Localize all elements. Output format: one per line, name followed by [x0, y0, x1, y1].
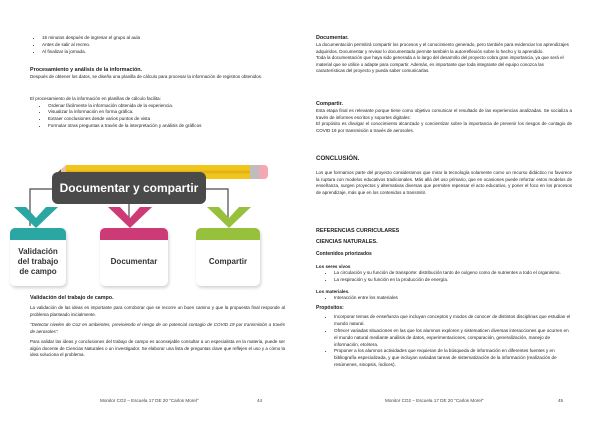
processing-section — [30, 67, 285, 81]
list-item: • Formular otras preguntas a través de la interpretación y análisis de gráficos — [48, 123, 285, 130]
list-item: • Proponer a los alumnos actividades que requieran de la búsqueda de información en diferentes fuentes y en bibliografía especializada, y que incluyan variadas tareas de sistematización de la información (realización de resúmenes, sinopsis, índices). — [334, 348, 572, 368]
paragraph: Toda la documentación que haya sido generada a lo largo del desarrollo del proyecto cobra gran importancia, ya que será el material que se utilice o adapte para compartir. Además, es importante que toda integrante del equipo conozca las características del proyecto y pueda saber comunicarlas. — [316, 55, 564, 73]
card-validation — [10, 228, 66, 286]
validation-section — [30, 295, 285, 359]
card-label: Documentar — [110, 257, 158, 266]
card-header — [10, 228, 66, 240]
footer-text: Monitor CO2 – Escuela 17 DE 20 "Carlos Morel" — [100, 398, 199, 403]
card-share — [196, 228, 260, 286]
paragraph: La documentación permitirá compartir los procesos y el conocimiento generado, pero también para evidenciar los aprendizajes adquiridos. Documentar y revisar lo documentado permite también la autorreflexión sobre lo hecho y lo aprendido. — [316, 42, 569, 54]
subheading: Contenidos priorizados — [316, 251, 372, 257]
paragraph: La validación de las ideas es importante para corroborar que se recorre un buen camino y que la propuesta final responde al problema planteado inicialmente. — [30, 305, 285, 317]
paragraph: El propósito es divulgar el conocimiento alcanzado y concientizar sobre la importancia de prevenir los riesgos de contagio de COVID 19 por transmisión a través de aerosoles. — [316, 121, 572, 133]
pencil-ferrule — [250, 165, 259, 179]
list-item: • Al finalizar la jornada. — [42, 49, 280, 56]
list-item: • La respiración y su función en la producción de energía. — [334, 277, 572, 284]
share-section — [316, 101, 572, 134]
subheading: Los materiales. — [316, 288, 350, 294]
section-heading: Documentar. — [316, 35, 349, 41]
right-page — [300, 0, 600, 424]
subheading: Propósitos: — [316, 305, 344, 312]
list-item: • Incorporar temas de enseñanza que incluyan conceptos y modos de conocer de distintos disciplinas que estudian el mundo natural. — [334, 314, 572, 328]
pencil-eraser — [259, 165, 268, 179]
chevron-down-icon — [108, 207, 152, 228]
paragraph: Esta etapa final es relevante porque tiene como objetivo comunicar el resultado de las experiencias analizadas. Se socializa a través de informes escritos y soportes digitales: — [316, 108, 572, 120]
page-number: 44 — [257, 398, 263, 403]
section-heading: Compartir. — [316, 101, 343, 107]
quote: "Detectar niveles de Co2 en ambientes, previniendo el riesgo de un potencial contagio de COVID 19 por transmisión a través de aerosoles". — [30, 322, 285, 334]
card-header — [100, 228, 168, 240]
list-item: • Antes de salir al recreo. — [42, 42, 280, 49]
section-heading: CONCLUSIÓN. — [316, 155, 360, 162]
processing-benefits — [30, 96, 285, 130]
list-item: • Ordenar fácilmente la información obtenida de la experiencia. — [48, 103, 285, 110]
list-item: • Interacción entre los materiales — [334, 295, 572, 302]
section-heading: REFERENCIAS CURRICULARES — [316, 228, 400, 234]
card-label: Compartir — [208, 257, 248, 266]
card-label: Validación del trabajo de campo — [17, 247, 59, 276]
paragraph: Después de obtener los datos, se diseña una planilla de cálculo para procesar la información de registros obtenidos. — [30, 74, 263, 79]
timing-list — [30, 35, 280, 55]
page-number: 45 — [558, 398, 564, 403]
infographic — [0, 140, 300, 292]
subheading: CIENCIAS NATURALES. — [316, 239, 378, 245]
list-item: • Extraer conclusiones desde varios puntos de vista — [48, 116, 285, 123]
list-item: • 15 minutos después de ingresar el grupo al aula — [42, 35, 280, 42]
subheading: Los seres vivos — [316, 264, 351, 269]
curricular-section — [316, 228, 572, 369]
paragraph: Los que formamos parte del proyecto consideramos que mirar la tecnología solamente como un recurso didáctico no favorece la ruptura con modelos educativos tradicionales. Más allá del uso primario, que en ocasiones puede reforzar estos modelos de enseñanza, surgen proyectos y alternativas diversas que permiten repensar el acto educativo, y poner el foco en los procesos de aprendizaje, más que en los contenidos a transmitir. — [316, 170, 572, 195]
section-heading: Validación del trabajo de campo. — [30, 295, 114, 301]
conclusion-section — [316, 155, 572, 196]
list-item: • Visualizar la información en forma gráfica. — [48, 109, 285, 116]
paragraph: Para validar las ideas y conclusiones del trabajo de campo es aconsejable consultar a un especialista en la materia, puede ser algún docente de Ciencias Naturales o un investigador. Se elaborar una lista de preguntas clave que reflejen el uso y a cómo la idea soluciona el problema. — [30, 339, 285, 357]
footer-text: Monitor CO2 – Escuela 17 DE 20 "Carlos Morel" — [385, 398, 484, 403]
banner-title: Documentar y compartir — [52, 172, 206, 204]
list-item: • La circulación y su función de transporte: distribución tanto de oxígeno como de nutrientes a todo el organismo. — [334, 270, 572, 277]
card-document — [100, 228, 168, 286]
card-header — [196, 228, 260, 240]
section-heading: Procesamiento y análisis de la información. — [30, 67, 143, 73]
chevron-down-icon — [207, 207, 251, 228]
paragraph: El procesamiento de la información en planillas de cálculo facilita: — [30, 96, 161, 101]
list-item: • Ofrecer variadas situaciones en las que los alumnos exploren y sistematicen diversas interacciones que ocurren en el mundo natural mediante análisis de datos, experimentaciones, comparación, generalización, manejo de información, etcétera. — [334, 328, 572, 348]
chevron-down-icon — [14, 207, 58, 228]
document-section — [316, 35, 572, 75]
